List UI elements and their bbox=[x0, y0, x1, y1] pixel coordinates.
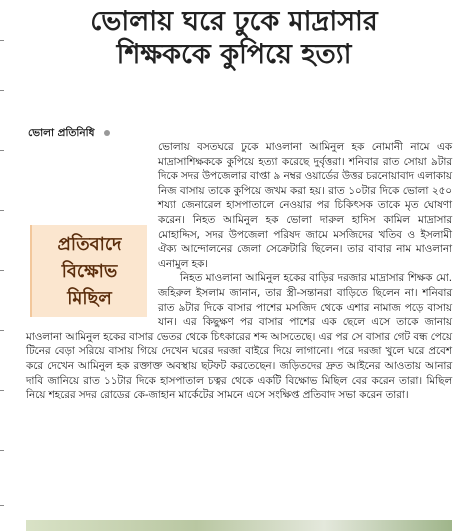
paragraph-1: ভোলায় বসতঘরে ঢুকে মাওলানা আমিনুল হক নোমানী নামে এক মাদ্রাসাশিক্ষককে কুপিয়ে হত্যা করেছে দুর্বৃত্তরা। শনিবার রাত সোয়া ৯টার দিকে সদর উপজেলার বাপ্তা ৯ নম্বর ওয়ার্ডের উত্তর চরনোয়াবাদ এলাকায় নিজ বাসায় তাকে কুপিয়ে জখম করা হয়। রাত ১০টার দিকে ভোলা ২৫০ শয্যা জেনারেল হাসপাতালে নেওয়ার পর চিকিৎসক তাকে মৃত ঘোষণা করেন। নিহত আমিনুল হক ভোলা দারুল হাদিস কামিল মাদ্রাসার মোহাদ্দিস, সদর উপজেলা পরিষদ জামে মসজিদের খতিব ও ইসলামী ঐক্য আন্দোলনের জেলা সেক্রেটারি ছিলেন। তার বাবার নাম মাওলানা এনামুল হক। bbox=[158, 141, 452, 270]
pullquote-line-3: মিছিল bbox=[67, 288, 112, 309]
bullet-icon bbox=[104, 130, 110, 136]
headline-line-1: ভোলায় ঘরে ঢুকে মাদ্রাসার bbox=[90, 6, 378, 37]
pullquote-box bbox=[30, 225, 147, 317]
byline-text: ভোলা প্রতিনিধি bbox=[28, 127, 95, 139]
photo-edge bbox=[26, 520, 452, 531]
paragraph-2: নিহত মাওলানা আমিনুল হকের বাড়ির দরজার মাদ্রাসার শিক্ষক মো. জহিরুল ইসলাম জানান, তার স্ত্রী-সন্তানরা বাড়িতে ছিলেন না। শনিবার রাত ৯টার দিকে বাসার পাশের মসজিদ থেকে এশার নামাজ পড়ে বাসায় যান। এর কিছুক্ষণ পর বাসার পাশের এক ছেলে এসে তাকে জানায় মাওলানা আমিনুল হকের বাসার ভেতর থেকে চিৎকারের শব্দ আসতেছে। এর পর সে বাসার গেট বন্ধ পেয়ে টিনের বেড়া সরিয়ে বাসায় গিয়ে দেখেন ঘরের দরজা বাইরে দিয়ে লাগানো। পরে দরজা খুলে ঘরে প্রবেশ করে দেখেন আমিনুল হক রক্তাক্ত অবস্থায় ছটফট করতেছেন। জড়িতদের দ্রুত আইনের আওতায় আনার দাবি জানিয়ে রাত ১১টার দিকে হাসপাতাল চত্বর থেকে একটি বিক্ষোভ মিছিল বের করেন তারা। মিছিল নিয়ে শহরের সদর রোডের কে-জাহান মার্কেটের সামনে এসে সংক্ষিপ্ত প্রতিবাদ সভা করেন তারা। bbox=[26, 272, 452, 402]
pullquote-line-2: বিক্ষোভ bbox=[61, 261, 118, 282]
page-edge-marks bbox=[0, 0, 6, 531]
pullquote-line-1: প্রতিবাদে bbox=[57, 234, 122, 255]
headline bbox=[14, 6, 454, 72]
headline-line-2: শিক্ষককে কুপিয়ে হত্যা bbox=[116, 38, 352, 70]
